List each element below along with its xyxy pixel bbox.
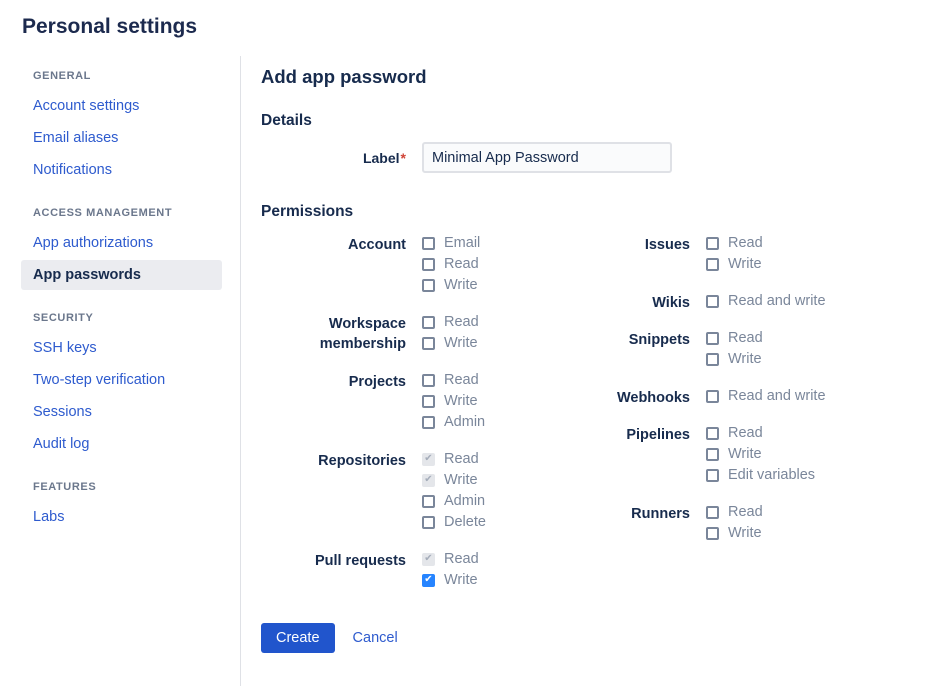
permission-group-label-webhooks: Webhooks (616, 390, 690, 406)
checkbox-row-pipelines-edit-variables[interactable] (706, 467, 906, 483)
label-field-label-text: Label (362, 149, 400, 166)
sidebar-section-header-access-management: ACCESS MANAGEMENT (33, 207, 173, 219)
page-title: Personal settings (22, 15, 198, 38)
sidebar-item-ssh-keys[interactable]: SSH keys (33, 340, 97, 356)
checkbox-label[interactable]: Read (444, 372, 479, 388)
checkbox-row-workspace-membership-write[interactable] (422, 335, 560, 351)
checkbox-runners-read[interactable] (706, 506, 719, 519)
sidebar-nav (0, 56, 240, 686)
checkbox-label[interactable]: Write (728, 525, 762, 541)
sidebar-item-app-authorizations[interactable]: App authorizations (33, 235, 154, 251)
checkbox-label[interactable]: Read (728, 235, 763, 251)
checkbox-label[interactable]: Write (444, 472, 478, 488)
checkbox-projects-admin[interactable] (422, 416, 435, 429)
checkbox-issues-read[interactable] (706, 237, 719, 250)
create-button[interactable]: Create (261, 623, 335, 653)
checkbox-workspace-membership-write[interactable] (422, 337, 435, 350)
checkbox-row-webhooks-read-and-write[interactable] (706, 388, 906, 404)
checkbox-label[interactable]: Read and write (728, 293, 826, 309)
permission-group-issues (560, 235, 906, 277)
checkbox-label[interactable]: Write (728, 446, 762, 462)
checkbox-label[interactable]: Read (444, 451, 479, 467)
checkbox-row-projects-write[interactable] (422, 393, 560, 409)
permission-group-label-runners: Runners (631, 506, 690, 522)
details-heading: Details (261, 112, 312, 129)
permission-group-workspace-membership (261, 314, 560, 356)
checkbox-label[interactable]: Admin (444, 493, 486, 509)
permissions-columns (261, 235, 906, 609)
permission-group-label-wikis: Wikis (652, 295, 690, 311)
permission-group-label-issues: Issues (644, 237, 690, 253)
label-field-row (261, 142, 906, 173)
checkbox-row-pull-requests-write[interactable] (422, 572, 560, 588)
permission-group-repositories (261, 451, 560, 535)
permissions-heading: Permissions (261, 203, 354, 220)
checkbox-snippets-write[interactable] (706, 353, 719, 366)
checkbox-row-wikis-read-and-write[interactable] (706, 293, 906, 309)
permission-group-webhooks (560, 388, 906, 409)
checkbox-pipelines-write[interactable] (706, 448, 719, 461)
checkbox-row-projects-read[interactable] (422, 372, 560, 388)
checkbox-label[interactable]: Write (444, 277, 478, 293)
checkbox-row-repositories-admin[interactable] (422, 493, 560, 509)
checkbox-pipelines-read[interactable] (706, 427, 719, 440)
checkbox-row-snippets-write[interactable] (706, 351, 906, 367)
checkbox-row-repositories-delete[interactable] (422, 514, 560, 530)
sidebar-item-labs[interactable]: Labs (33, 509, 65, 525)
page-header (0, 0, 936, 56)
checkbox-label[interactable]: Read (444, 551, 479, 567)
checkbox-projects-read[interactable] (422, 374, 435, 387)
checkbox-row-account-read[interactable] (422, 256, 560, 272)
checkbox-account-email[interactable] (422, 237, 435, 250)
permission-group-label-projects: Projects (348, 374, 406, 390)
checkbox-row-runners-write[interactable] (706, 525, 906, 541)
checkbox-row-repositories-read[interactable] (422, 451, 560, 467)
permission-group-account (261, 235, 560, 298)
checkbox-label[interactable]: Admin (444, 414, 486, 430)
permissions-column-left (261, 235, 560, 609)
permission-group-pipelines (560, 425, 906, 488)
permission-group-snippets (560, 330, 906, 372)
sidebar-section-header-general: GENERAL (33, 70, 91, 82)
checkbox-label[interactable]: Write (444, 572, 478, 588)
sidebar-section-header-security: SECURITY (33, 312, 94, 324)
checkbox-label[interactable]: Write (728, 351, 762, 367)
checkbox-label[interactable]: Read (728, 425, 763, 441)
permission-group-label-snippets: Snippets (628, 332, 690, 348)
checkbox-pull-requests-read[interactable] (422, 553, 435, 566)
checkbox-webhooks-read-and-write[interactable] (706, 390, 719, 403)
checkbox-label[interactable]: Read (444, 314, 479, 330)
permission-group-projects (261, 372, 560, 435)
checkbox-label[interactable]: Read and write (728, 388, 826, 404)
checkbox-row-pull-requests-read[interactable] (422, 551, 560, 567)
sidebar-item-notifications[interactable]: Notifications (33, 162, 112, 178)
label-field-label (261, 150, 406, 166)
checkbox-label[interactable]: Write (444, 393, 478, 409)
checkbox-runners-write[interactable] (706, 527, 719, 540)
sidebar-item-audit-log[interactable]: Audit log (33, 436, 90, 452)
permissions-column-right (560, 235, 906, 609)
checkbox-wikis-read-and-write[interactable] (706, 295, 719, 308)
checkbox-row-runners-read[interactable] (706, 504, 906, 520)
checkbox-repositories-admin[interactable] (422, 495, 435, 508)
permission-group-label-repositories: Repositories (318, 453, 406, 469)
cancel-link[interactable]: Cancel (352, 630, 398, 646)
checkbox-pipelines-edit-variables[interactable] (706, 469, 719, 482)
sidebar-item-account-settings[interactable]: Account settings (33, 98, 140, 114)
checkbox-row-repositories-write[interactable] (422, 472, 560, 488)
checkbox-label[interactable]: Edit variables (728, 467, 816, 483)
checkbox-projects-write[interactable] (422, 395, 435, 408)
checkbox-label[interactable]: Read (728, 330, 763, 346)
form-title: Add app password (261, 66, 427, 87)
checkbox-row-issues-read[interactable] (706, 235, 906, 251)
permission-group-label-pipelines: Pipelines (626, 427, 690, 443)
settings-layout (0, 56, 936, 686)
sidebar-item-app-passwords[interactable]: App passwords (21, 260, 222, 290)
sidebar-item-email-aliases[interactable]: Email aliases (33, 130, 119, 146)
checkbox-issues-write[interactable] (706, 258, 719, 271)
sidebar-item-two-step-verification[interactable]: Two-step verification (33, 372, 166, 388)
permission-group-runners (560, 504, 906, 546)
checkbox-workspace-membership-read[interactable] (422, 316, 435, 329)
checkbox-label[interactable]: Write (444, 335, 478, 351)
checkbox-account-write[interactable] (422, 279, 435, 292)
permission-group-label-workspace-membership: Workspace membership (319, 316, 406, 352)
permission-group-label-account: Account (348, 237, 406, 253)
checkbox-row-account-email[interactable] (422, 235, 560, 251)
checkbox-repositories-delete[interactable] (422, 516, 435, 529)
checkbox-row-projects-admin[interactable] (422, 414, 560, 430)
permission-group-pull-requests (261, 551, 560, 593)
required-marker: * (400, 149, 406, 166)
checkbox-row-pipelines-write[interactable] (706, 446, 906, 462)
checkbox-repositories-read[interactable] (422, 453, 435, 466)
permission-group-wikis (560, 293, 906, 314)
label-input[interactable] (422, 142, 672, 173)
checkbox-row-account-write[interactable] (422, 277, 560, 293)
checkbox-label[interactable]: Read (728, 504, 763, 520)
checkbox-label[interactable]: Read (444, 256, 479, 272)
checkbox-label[interactable]: Write (728, 256, 762, 272)
checkbox-label[interactable]: Delete (444, 514, 486, 530)
sidebar-item-sessions[interactable]: Sessions (33, 404, 92, 420)
sidebar-section-header-features: FEATURES (33, 481, 97, 493)
checkbox-snippets-read[interactable] (706, 332, 719, 345)
main-content (240, 56, 936, 686)
checkbox-repositories-write[interactable] (422, 474, 435, 487)
form-actions (261, 623, 906, 683)
checkbox-pull-requests-write[interactable] (422, 574, 435, 587)
checkbox-row-pipelines-read[interactable] (706, 425, 906, 441)
checkbox-label[interactable]: Email (444, 235, 481, 251)
checkbox-row-workspace-membership-read[interactable] (422, 314, 560, 330)
checkbox-row-snippets-read[interactable] (706, 330, 906, 346)
checkbox-account-read[interactable] (422, 258, 435, 271)
checkbox-row-issues-write[interactable] (706, 256, 906, 272)
permission-group-label-pull-requests: Pull requests (314, 553, 406, 569)
